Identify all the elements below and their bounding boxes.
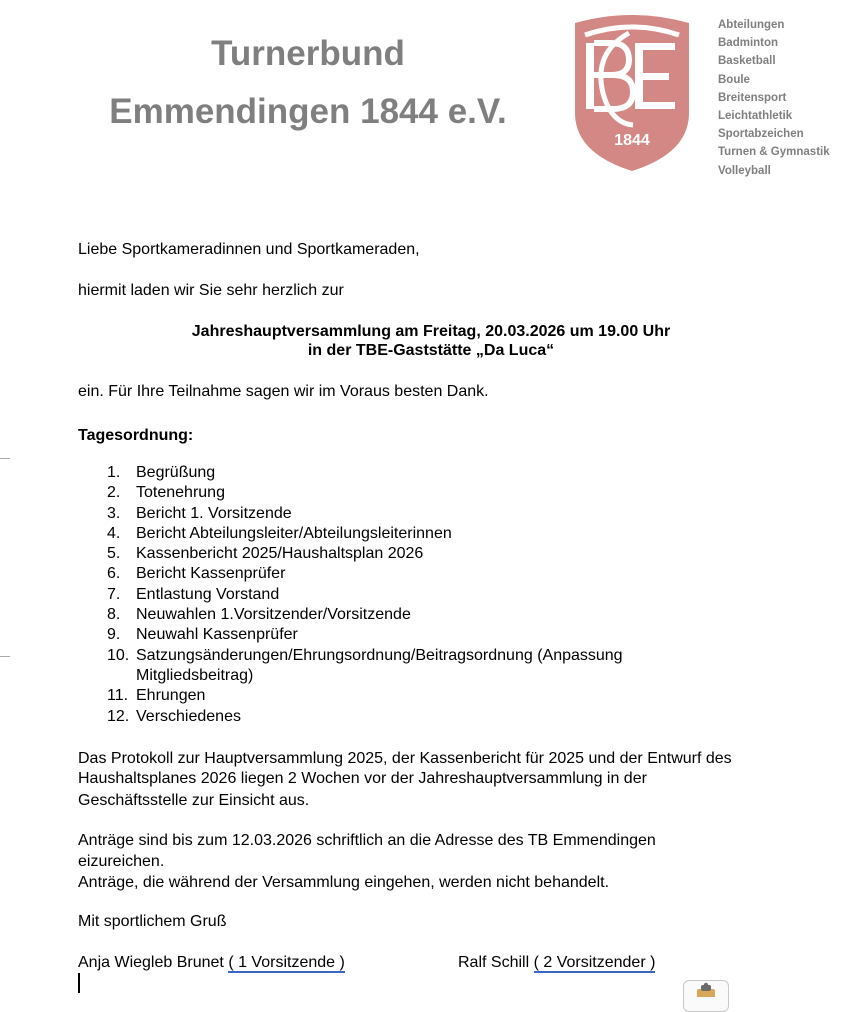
protocol-line-1[interactable]: Das Protokoll zur Hauptversammlung 2025, der Kassenbericht für 2025 und der Entwurf des	[78, 750, 732, 767]
departments-list	[718, 16, 830, 180]
agenda-number: 10.	[107, 646, 130, 664]
agenda-text: Ehrungen	[136, 687, 206, 705]
agenda-heading[interactable]: Tagesordnung:	[78, 427, 194, 444]
paste-options-button[interactable]	[683, 980, 729, 1012]
department-item: Sportabzeichen	[718, 128, 804, 141]
agenda-item[interactable]	[107, 585, 623, 605]
agenda-number: 9.	[107, 626, 121, 644]
agenda-number: 11.	[107, 687, 129, 705]
club-title-line2: Emmendingen 1844 e.V.	[109, 92, 507, 131]
agenda-text: Kassenbericht 2025/Haushaltsplan 2026	[136, 545, 424, 563]
protocol-line-2[interactable]: Haushaltsplanes 2026 liegen 2 Wochen vor der Jahreshauptversammlung in der	[78, 770, 647, 787]
margin-marker	[0, 458, 10, 459]
department-item: Volleyball	[718, 164, 771, 177]
agenda-item[interactable]	[107, 686, 623, 706]
club-title-line1: Turnerbund	[211, 34, 405, 73]
motions-line-2[interactable]: eizureichen.	[78, 853, 165, 870]
department-item: Badminton	[718, 37, 779, 50]
agenda-text: Mitgliedsbeitrag)	[136, 666, 254, 684]
motions-line-3[interactable]: Anträge, die während der Versammlung eingehen, werden nicht behandelt.	[78, 874, 610, 891]
agenda-number: 7.	[107, 585, 121, 603]
text-cursor	[78, 973, 80, 993]
agenda-item[interactable]	[107, 544, 623, 564]
agenda-item[interactable]	[107, 483, 623, 503]
agenda-item[interactable]	[107, 625, 623, 645]
agenda-text: Neuwahlen 1.Vorsitzender/Vorsitzende	[136, 606, 411, 624]
agenda-text: Bericht 1. Vorsitzende	[136, 504, 292, 522]
signer-1-name: Anja Wiegleb Brunet	[78, 954, 224, 971]
department-item: Basketball	[718, 55, 776, 68]
department-item: Boule	[718, 73, 750, 86]
agenda-text: Totenehrung	[136, 484, 225, 502]
department-item: Breitensport	[718, 91, 787, 104]
agenda-number: 1.	[107, 464, 121, 481]
signer-1-role-link[interactable]: ( 1 Vorsitzende )	[228, 954, 345, 971]
agenda-item[interactable]	[107, 564, 623, 584]
greeting[interactable]: Liebe Sportkameradinnen und Sportkameraden,	[78, 241, 420, 258]
department-heading: Abteilungen	[718, 19, 785, 31]
signer-2-name: Ralf Schill	[458, 954, 530, 971]
agenda-text: Bericht Kassenprüfer	[136, 565, 286, 583]
agenda-number: 12.	[107, 707, 130, 725]
thanks-text[interactable]: ein. Für Ihre Teilnahme sagen wir im Voraus besten Dank.	[78, 383, 489, 400]
agenda-text: Entlastung Vorstand	[136, 585, 280, 603]
agenda-item[interactable]	[107, 707, 623, 727]
motions-line-1[interactable]: Anträge sind bis zum 12.03.2026 schriftlich an die Adresse des TB Emmendingen	[78, 832, 656, 849]
agenda-number: 6.	[107, 565, 121, 583]
department-item: Leichtathletik	[718, 110, 793, 123]
agenda-item[interactable]	[107, 463, 623, 483]
protocol-line-3[interactable]: Geschäftsstelle zur Einsicht aus.	[78, 792, 310, 809]
closing-text[interactable]: Mit sportlichem Gruß	[78, 913, 227, 930]
intro-text[interactable]: hiermit laden wir Sie sehr herzlich zur	[78, 282, 344, 299]
event-line-1[interactable]: Jahreshauptversammlung am Freitag, 20.03.2026 um 19.00 Uhr	[191, 323, 671, 340]
agenda-text: Bericht Abteilungsleiter/Abteilungsleiterinnen	[136, 524, 452, 542]
signature-1[interactable]	[78, 954, 345, 972]
agenda-item[interactable]	[107, 504, 623, 524]
agenda-text: Neuwahl Kassenprüfer	[136, 626, 298, 644]
margin-marker	[0, 656, 10, 657]
agenda-number: 3.	[107, 504, 121, 522]
logo-year: 1844	[614, 132, 650, 149]
agenda-number: 4.	[107, 524, 121, 542]
agenda-list	[107, 463, 623, 727]
agenda-text: Verschiedenes	[136, 707, 241, 725]
agenda-number: 8.	[107, 606, 121, 624]
agenda-number: 5.	[107, 545, 121, 563]
agenda-item[interactable]	[107, 524, 623, 544]
agenda-text: Satzungsänderungen/Ehrungsordnung/Beitragsordnung (Anpassung	[136, 646, 623, 664]
club-logo	[573, 13, 691, 171]
agenda-item[interactable]	[107, 605, 623, 625]
agenda-number: 2.	[107, 484, 121, 502]
department-item: Turnen & Gymnastik	[718, 146, 830, 159]
agenda-item-continuation[interactable]	[107, 666, 623, 686]
agenda-text: Begrüßung	[136, 464, 216, 481]
agenda-item[interactable]	[107, 646, 623, 666]
event-line-2[interactable]: in der TBE-Gaststätte „Da Luca“	[307, 342, 555, 359]
signature-2[interactable]	[458, 954, 655, 972]
clipboard-icon	[684, 981, 728, 997]
signer-2-role-link[interactable]: ( 2 Vorsitzender )	[533, 954, 656, 971]
